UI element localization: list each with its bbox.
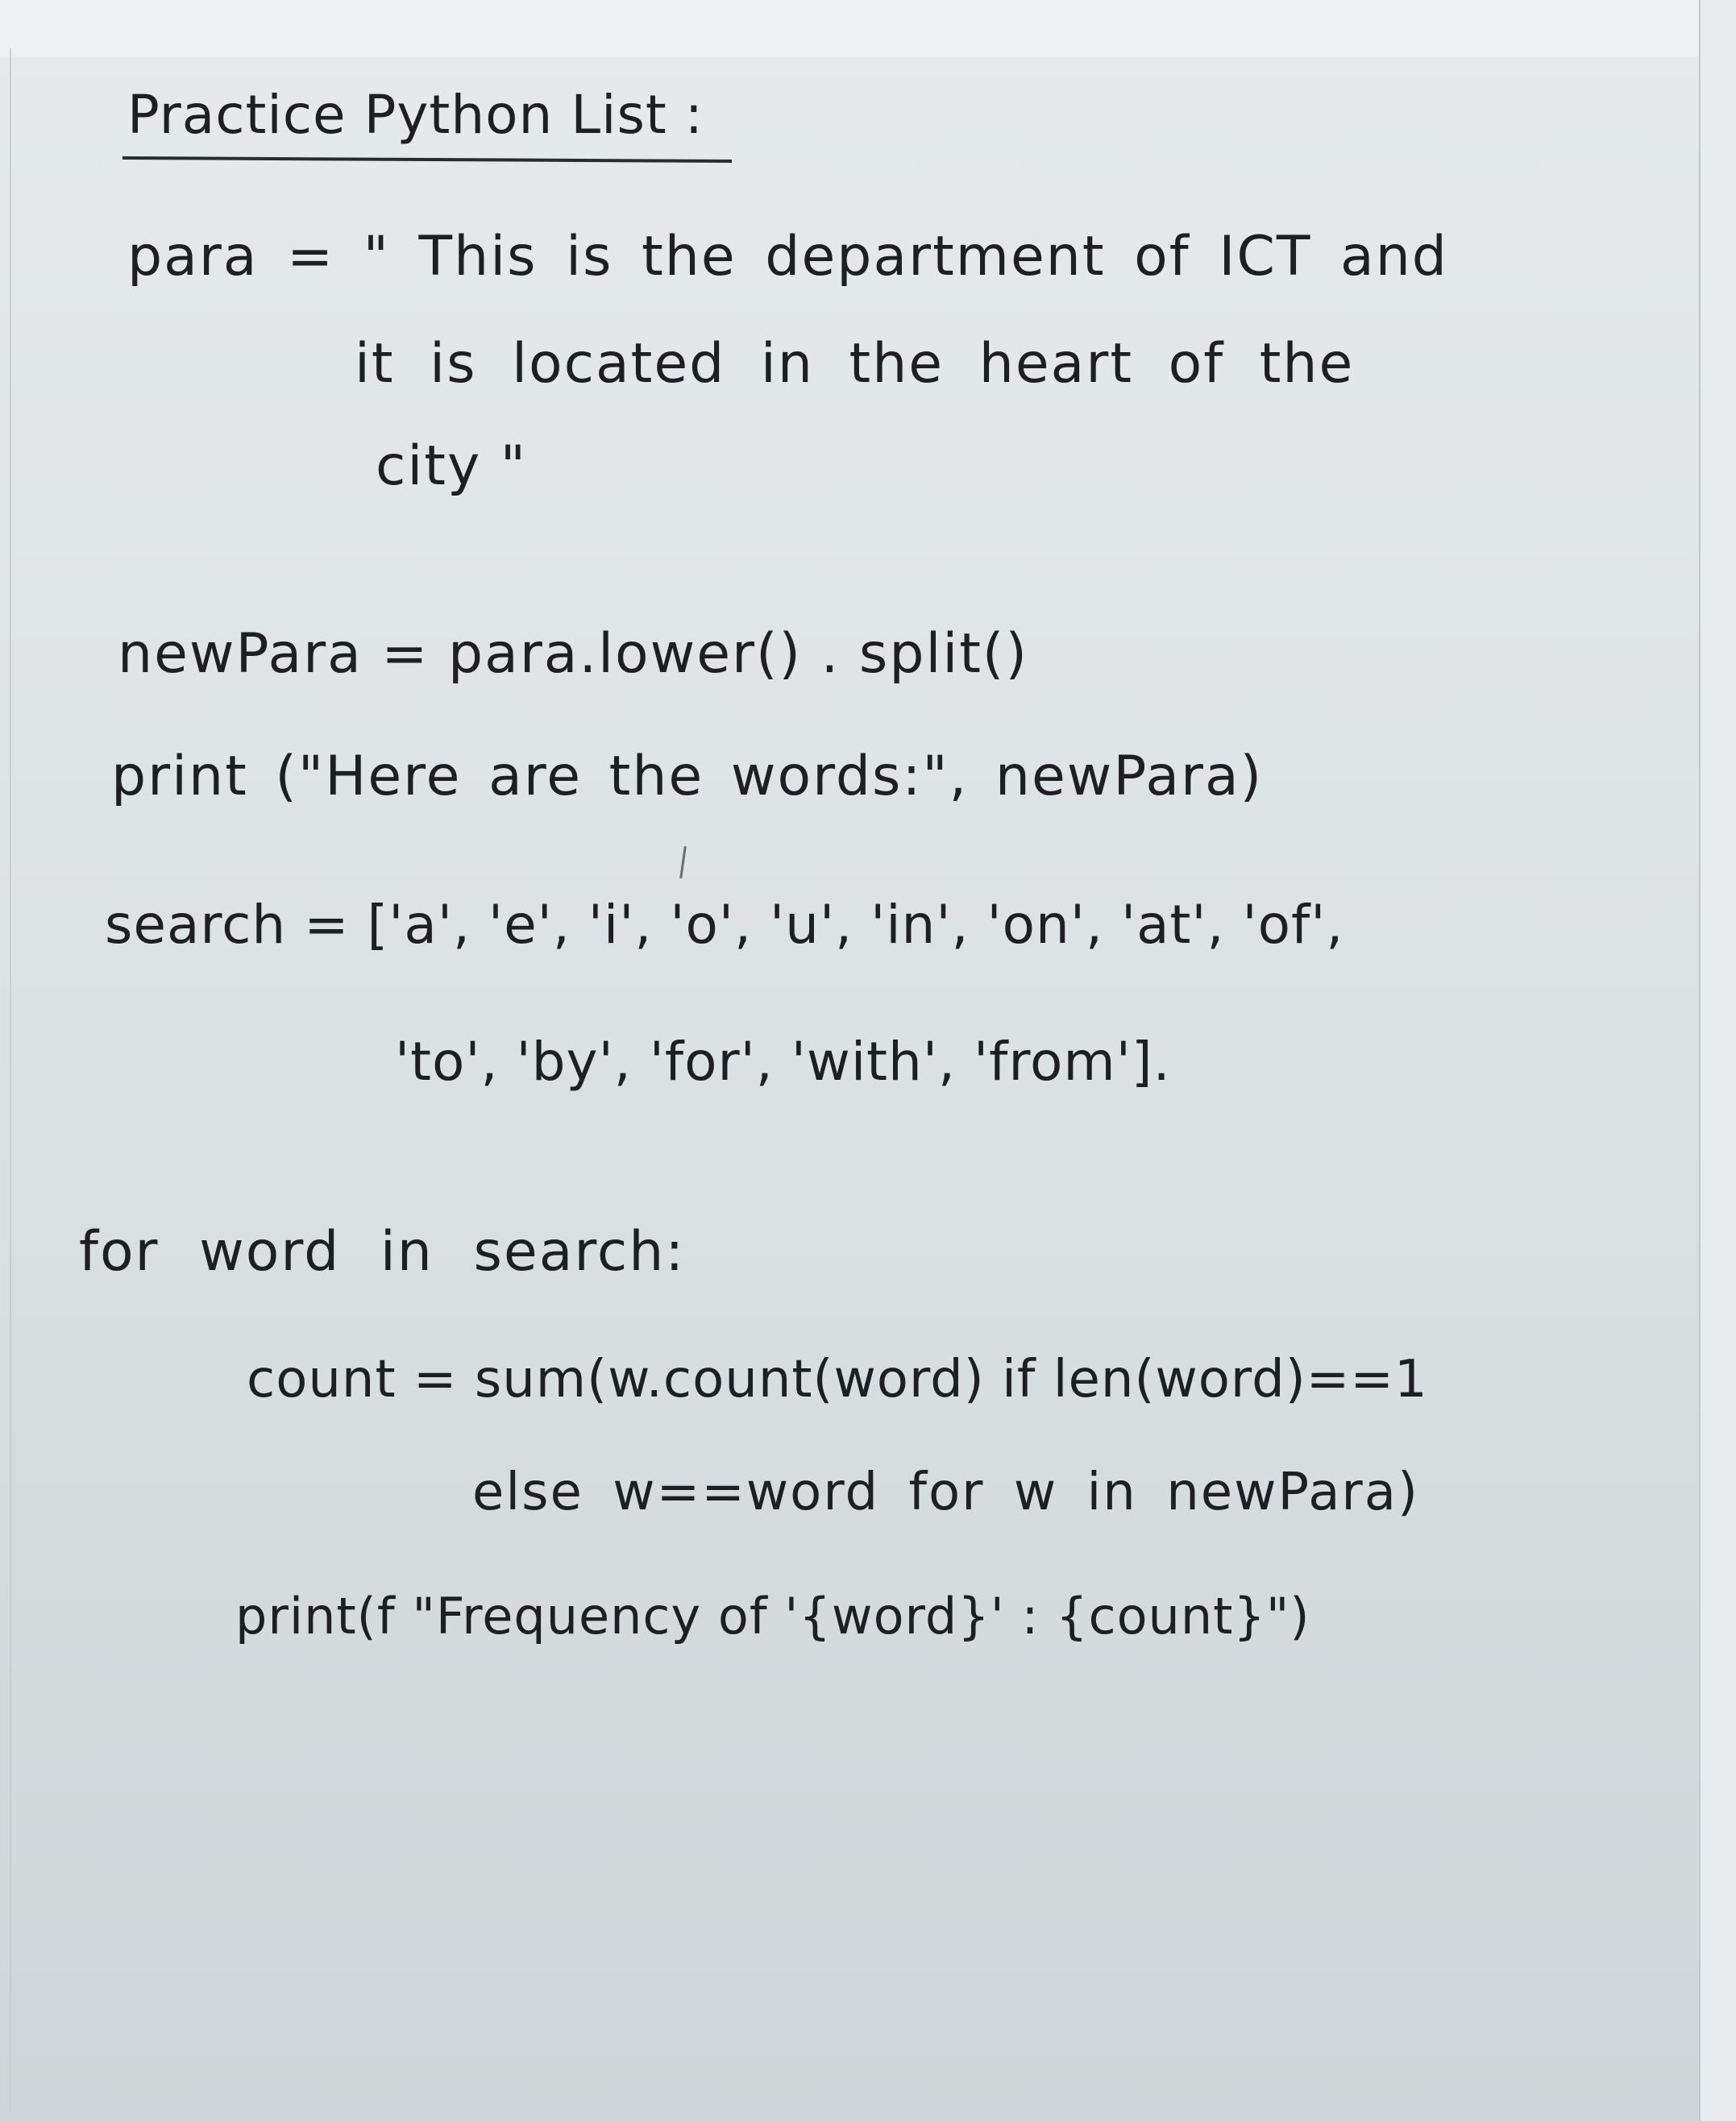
page-top-edge xyxy=(0,0,1736,56)
code-line-para-3: city " xyxy=(376,434,528,498)
page-right-edge xyxy=(1699,0,1736,2121)
page-title: Practice Python List : xyxy=(127,84,704,146)
pen-stroke-mark xyxy=(679,846,687,878)
code-line-count-2: else w==word for w in newPara) xyxy=(472,1463,1419,1522)
code-line-para-1: para = " This is the department of ICT and xyxy=(127,225,1448,288)
code-line-para-2: it is located in the heart of the xyxy=(355,332,1355,396)
code-line-search-2: 'to', 'by', 'for', 'with', 'from']. xyxy=(395,1031,1171,1093)
title-underline xyxy=(123,156,732,163)
code-line-count-1: count = sum(w.count(word) if len(word)==1 xyxy=(247,1350,1428,1409)
code-line-search-1: search = ['a', 'e', 'i', 'o', 'u', 'in', 'on', 'at', 'of', xyxy=(105,894,1344,956)
code-line-print-frequency: print(f "Frequency of '{word}' : {count}") xyxy=(235,1587,1310,1646)
code-line-for-loop: for word in search: xyxy=(79,1220,686,1284)
code-line-print-words: print ("Here are the words:", newPara) xyxy=(111,745,1264,808)
page-left-edge xyxy=(10,48,11,2111)
code-line-newpara: newPara = para.lower() . split() xyxy=(118,622,1028,686)
